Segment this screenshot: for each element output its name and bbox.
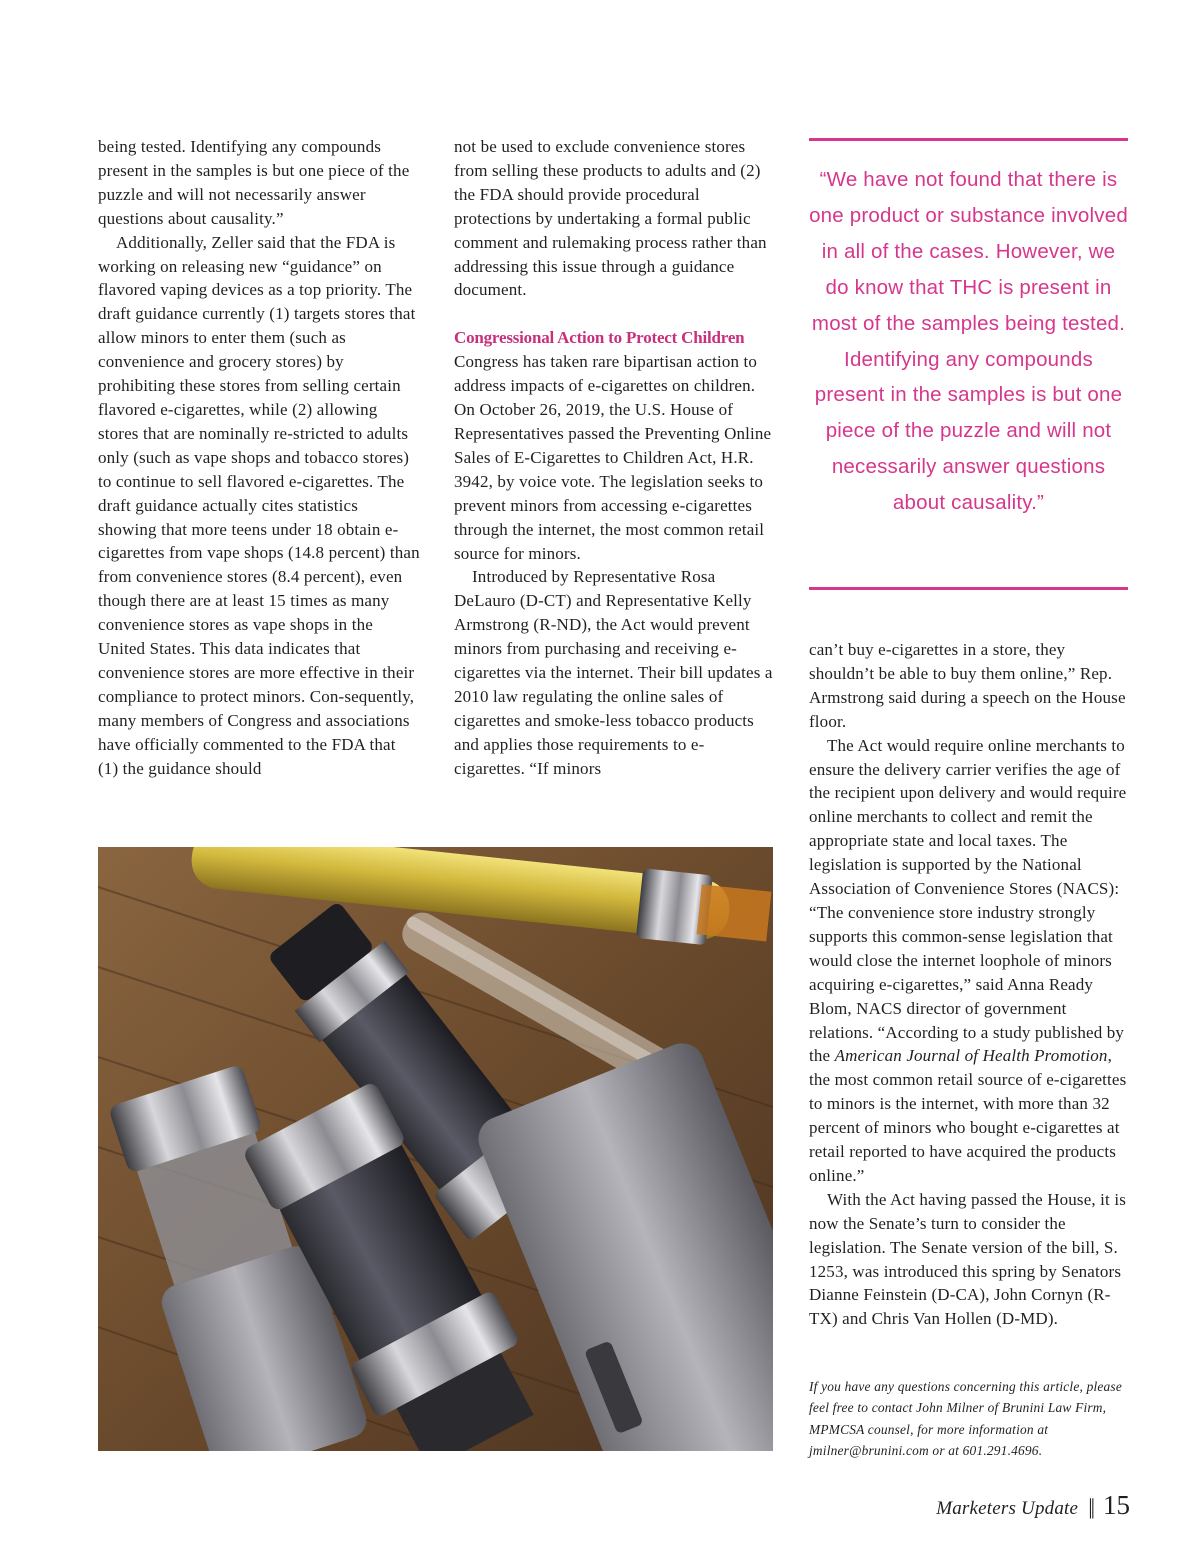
- page-number: 15: [1103, 1490, 1130, 1520]
- paragraph: Congress has taken rare bipartisan action to address impacts of e-cigarettes on children. On October 26, 2019, the U.S. House of Representatives passed the Preventing Online Sales of E-Cigarettes to Children Act, H.R. 3942, by voice vote. The legislation seeks to prevent minors from accessing e-cigarettes through the internet, the most common retail source for minors.: [454, 352, 772, 563]
- vape-devices-photo: [98, 847, 773, 1451]
- pull-quote-top-rule: [809, 138, 1128, 141]
- paragraph: can’t buy e-cigarettes in a store, they shouldn’t be able to buy them online,” Rep. Armstrong said during a speech on the House floor.: [809, 640, 1126, 731]
- page-footer: [936, 1490, 1130, 1521]
- article-column-2: [454, 135, 774, 781]
- paragraph: being tested. Identifying any compounds present in the samples is but one piece of the puzzle and will not necessarily answer questions about causality.”: [98, 137, 410, 228]
- paragraph: Introduced by Representative Rosa DeLauro (D-CT) and Representative Kelly Armstrong (R-ND), the Act would prevent minors from purchasing and receiving e-cigarettes via the internet. Their bill updates a 2010 law regulating the online sales of cigarettes and smoke-less tobacco products and applies those requirements to e-cigarettes. “If minors: [454, 567, 773, 778]
- paragraph: not be used to exclude convenience stores from selling these products to adults and (2) the FDA should provide procedural protections by undertaking a formal public comment and rulemaking process rather than addressing this issue through a guidance document.: [454, 137, 767, 300]
- contact-note-text: If you have any questions concerning this article, please feel free to contact John Milner of Brunini Law Firm, MPMCSA counsel, for more information at jmilner@brunini.com or at 601.291.4696.: [809, 1379, 1122, 1458]
- pull-quote: “We have not found that there is one product or substance involved in all of the cases. However, we do know that THC is present in most of the samples being tested. Identifying any compounds present in the samples is but one piece of the puzzle and will not necessarily answer questions about causality.”: [809, 168, 1128, 515]
- magazine-name: Marketers Update: [936, 1498, 1079, 1519]
- article-column-3: [809, 638, 1131, 1331]
- paragraph-text: The Act would require online merchants to ensure the delivery carrier verifies the age of the recipient upon delivery and would require online merchants to collect and remit the appropriate state and local taxes. The legislation is supported by the National Association of Convenience Stores (NACS): “The convenience store industry strongly supports this common-sense legislation that would close the internet loophole of minors acquiring e-cigarettes,” said Anna Ready Blom, NACS director of government relations. “According to a study published by the: [809, 735, 1127, 1066]
- paragraph: [809, 734, 1131, 1188]
- journal-title: American Journal of Health Promotion: [834, 1046, 1108, 1066]
- pull-quote-bottom-rule: [809, 587, 1128, 590]
- paragraph-text: , the most common retail source of e-cigarettes to minors is the internet, with more than 32 percent of minors who bought e-cigarettes at retail reported to have acquired the products online.”: [809, 1046, 1127, 1185]
- section-subhead: Congressional Action to Protect Children: [454, 328, 745, 348]
- paragraph: Additionally, Zeller said that the FDA is working on releasing new “guidance” on flavored vaping devices as a top priority. The draft guidance currently (1) targets stores that allow minors to enter them (such as convenience and grocery stores) by prohibiting these stores from selling certain flavored e-cigarettes, while (2) allowing stores that are nominally re-stricted to adults only (such as vape shops and tobacco stores) to continue to sell flavored e-cigarettes. The draft guidance actually cites statistics showing that more teens under 18 obtain e-cigarettes from vape shops (14.8 percent) than from convenience stores (8.4 percent), even though there are at least 15 times as many convenience stores as vape shops in the United States. This data indicates that convenience stores are more effective in their compliance to protect minors. Con-sequently, many members of Congress and associations have officially commented to the FDA that (1) the guidance should: [98, 232, 420, 778]
- footer-separator: ||: [1088, 1494, 1093, 1519]
- contact-note: [809, 1376, 1131, 1461]
- paragraph: With the Act having passed the House, it is now the Senate’s turn to consider the legislation. The Senate version of the bill, S. 1253, was introduced this spring by Senators Dianne Feinstein (D-CA), John Cornyn (R-TX) and Chris Van Hollen (D-MD).: [809, 1189, 1126, 1329]
- article-column-1: [98, 135, 420, 780]
